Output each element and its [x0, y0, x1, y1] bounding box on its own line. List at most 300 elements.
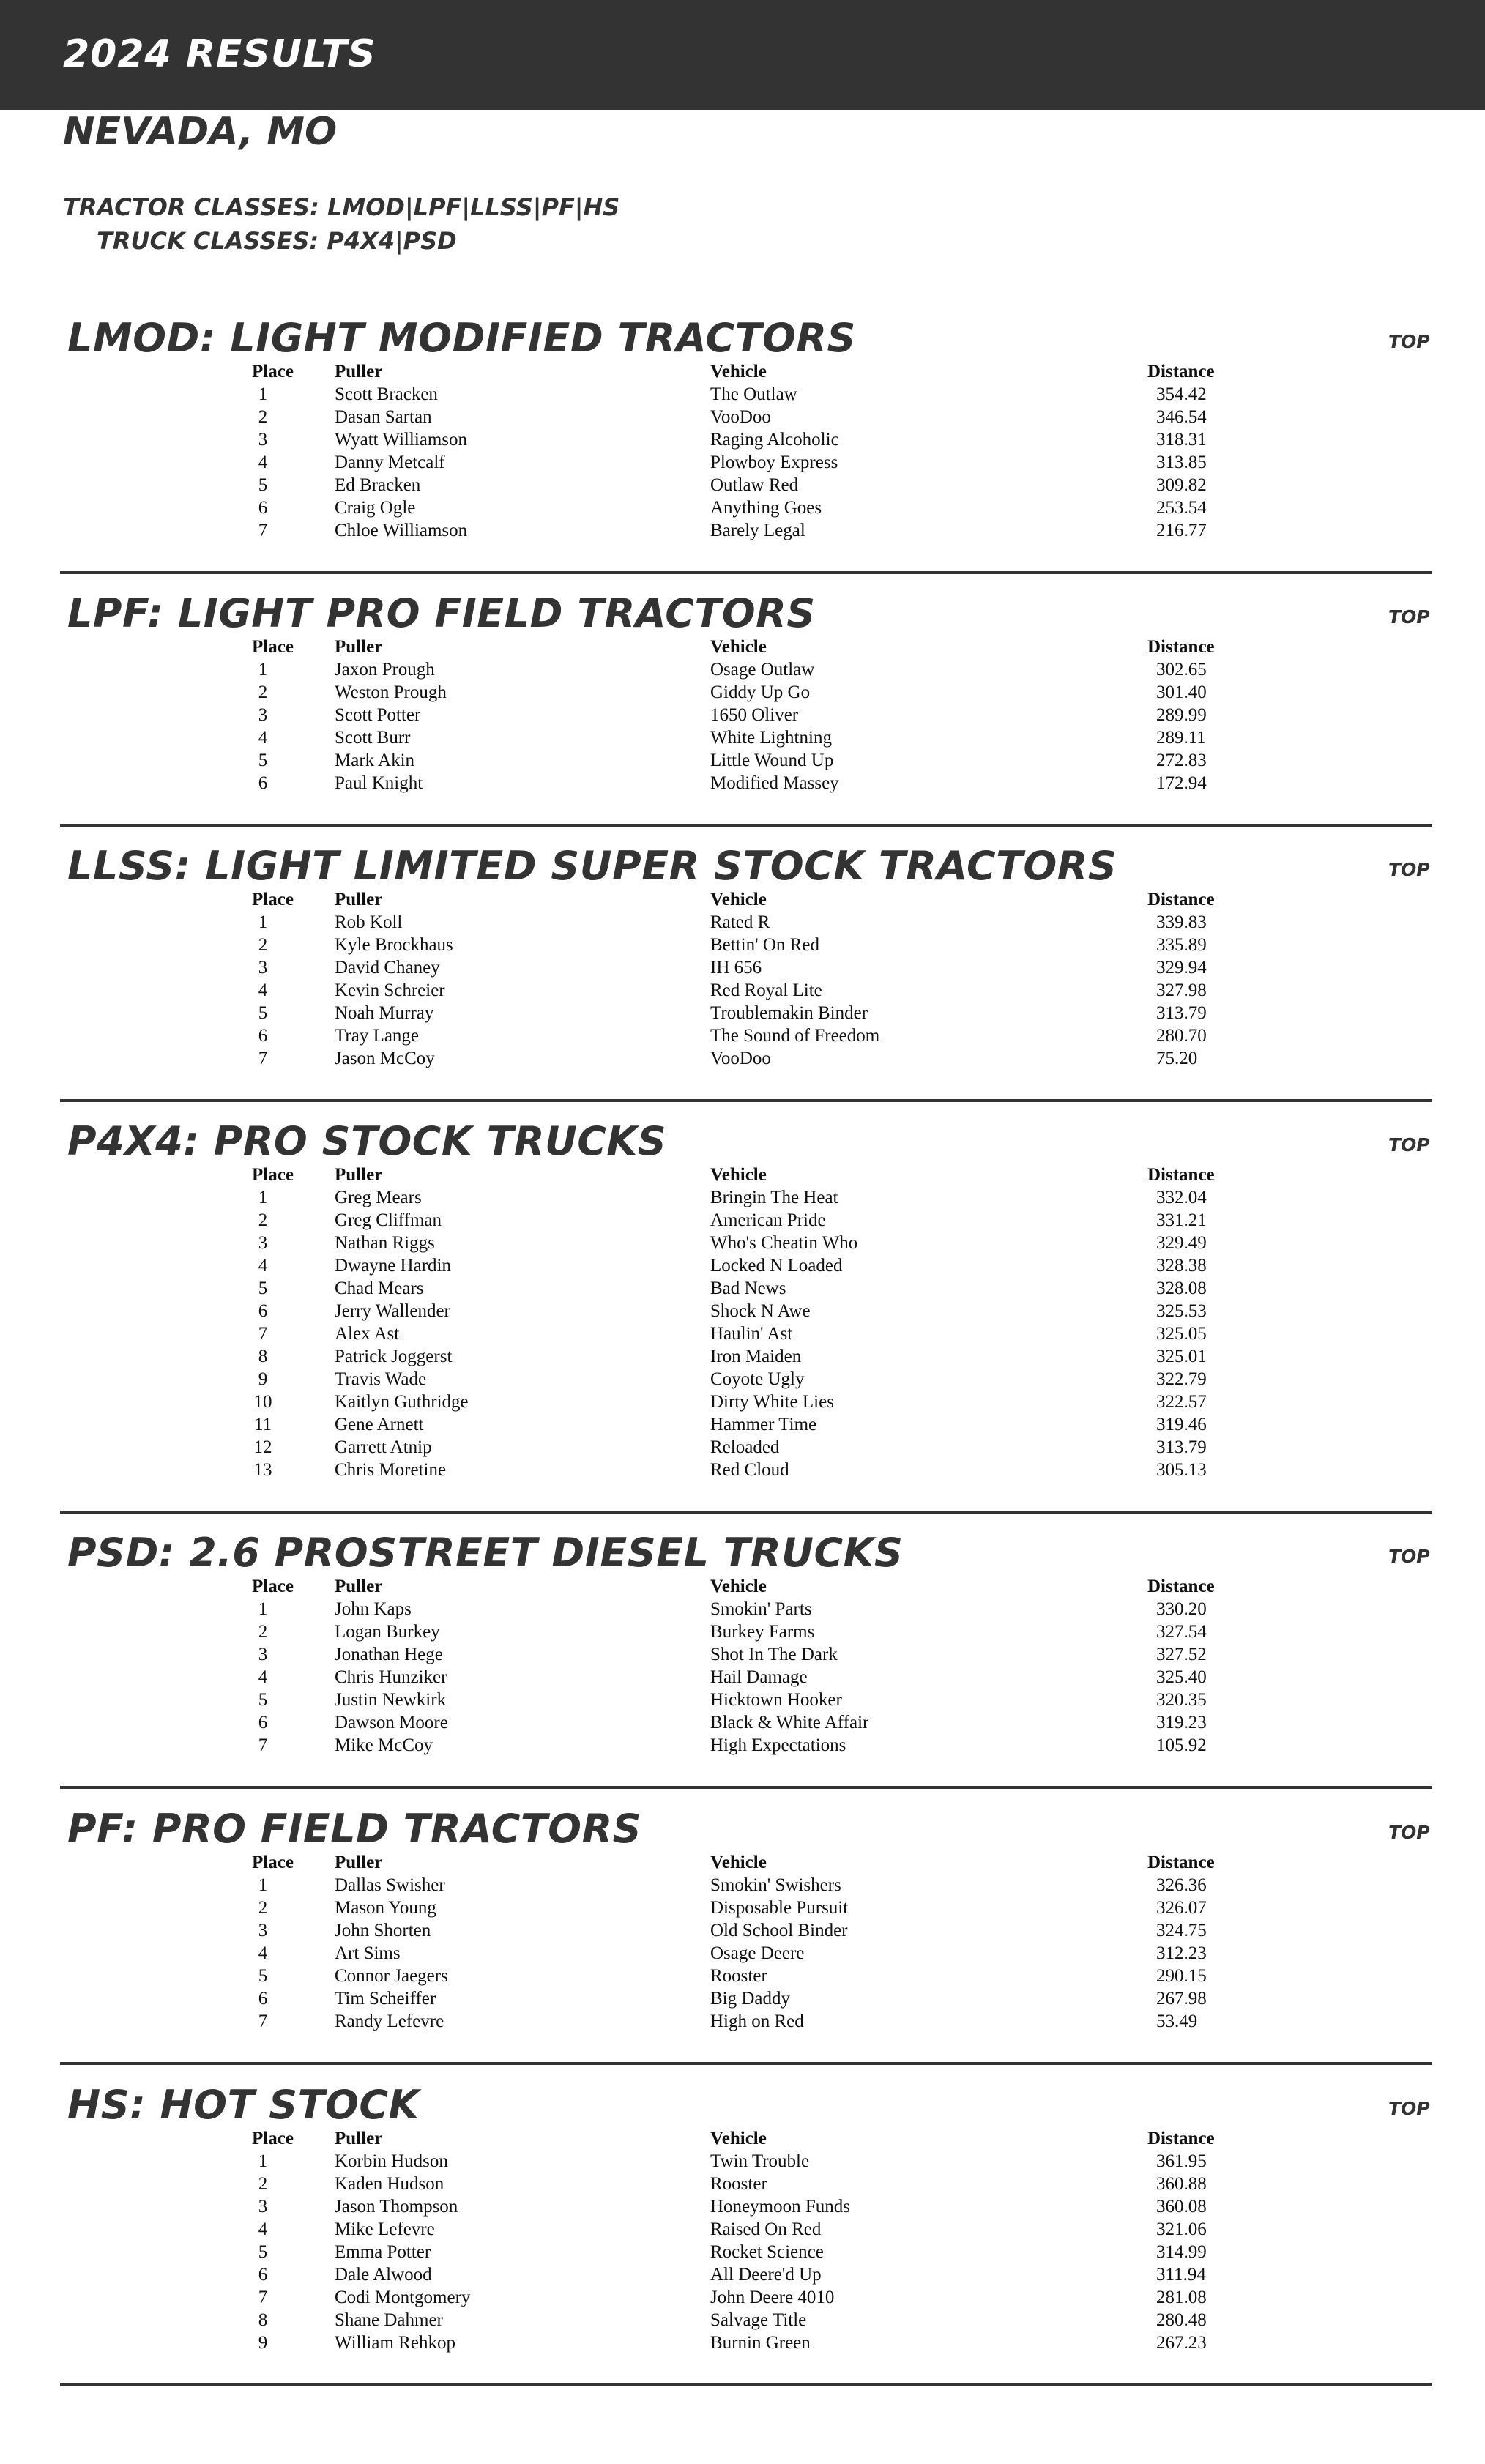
place-cell: 5 [258, 1966, 268, 1986]
puller-header: Puller [335, 637, 383, 657]
place-cell: 13 [253, 1460, 272, 1480]
puller-cell: Greg Cliffman [335, 1210, 442, 1230]
place-cell: 6 [258, 1989, 268, 2009]
puller-cell: Emma Potter [335, 2242, 431, 2262]
table-row [60, 979, 1294, 1002]
distance-cell: 105.92 [1156, 1735, 1207, 1755]
vehicle-cell: American Pride [710, 1210, 826, 1230]
distance-header: Distance [1147, 1853, 1215, 1872]
puller-cell: Greg Mears [335, 1188, 422, 1207]
place-cell: 6 [258, 2265, 268, 2285]
place-cell: 7 [258, 1735, 268, 1755]
vehicle-header: Vehicle [710, 2129, 767, 2148]
vehicle-cell: The Outlaw [710, 384, 797, 404]
puller-cell: Jason McCoy [335, 1049, 435, 1068]
place-cell: 1 [258, 2151, 268, 2171]
vehicle-cell: Giddy Up Go [710, 682, 811, 702]
vehicle-cell: Barely Legal [710, 521, 805, 540]
table-row [60, 772, 1294, 794]
distance-cell: 360.08 [1156, 2197, 1207, 2217]
vehicle-cell: Burnin Green [710, 2333, 811, 2353]
vehicle-cell: Shot In The Dark [710, 1645, 838, 1664]
table-row [60, 2150, 1294, 2173]
distance-cell: 327.54 [1156, 1622, 1207, 1642]
page-title: 2024 RESULTS [63, 32, 376, 76]
place-cell: 5 [258, 2242, 268, 2262]
distance-cell: 272.83 [1156, 751, 1207, 770]
vehicle-cell: Rated R [710, 912, 770, 932]
table-row [60, 1047, 1294, 1070]
table-row [60, 1322, 1294, 1345]
table-row [60, 1345, 1294, 1368]
vehicle-cell: Disposable Pursuit [710, 1898, 849, 1918]
puller-cell: Logan Burkey [335, 1622, 440, 1642]
place-cell: 3 [258, 1645, 268, 1664]
distance-cell: 325.01 [1156, 1347, 1207, 1366]
section-title: LMOD: LIGHT MODIFIED TRACTORS [67, 315, 856, 361]
vehicle-cell: Locked N Loaded [710, 1256, 843, 1276]
distance-cell: 331.21 [1156, 1210, 1207, 1230]
distance-header: Distance [1147, 362, 1215, 381]
distance-cell: 330.20 [1156, 1599, 1207, 1619]
distance-cell: 322.57 [1156, 1392, 1207, 1412]
puller-cell: Mike McCoy [335, 1735, 433, 1755]
vehicle-cell: Anything Goes [710, 498, 822, 518]
puller-header: Puller [335, 1853, 383, 1872]
table-row [60, 749, 1294, 772]
table-row [60, 1666, 1294, 1689]
place-cell: 1 [258, 1875, 268, 1895]
table-row [60, 519, 1294, 542]
puller-cell: Scott Bracken [335, 384, 438, 404]
table-row [60, 428, 1294, 451]
distance-cell: 289.99 [1156, 705, 1207, 725]
distance-cell: 302.65 [1156, 660, 1207, 680]
puller-cell: Randy Lefevre [335, 2011, 444, 2031]
place-cell: 7 [258, 2288, 268, 2307]
place-cell: 3 [258, 705, 268, 725]
place-cell: 9 [258, 1369, 268, 1389]
vehicle-cell: Little Wound Up [710, 751, 834, 770]
place-header: Place [252, 637, 294, 657]
puller-cell: Justin Newkirk [335, 1690, 447, 1710]
table-row [60, 1186, 1294, 1209]
vehicle-cell: Rooster [710, 2174, 767, 2194]
distance-cell: 335.89 [1156, 935, 1207, 955]
distance-cell: 312.23 [1156, 1943, 1207, 1963]
table-row [60, 2218, 1294, 2241]
vehicle-header: Vehicle [710, 1165, 767, 1185]
section-divider [60, 1786, 1432, 1789]
table-row [60, 1277, 1294, 1300]
table-row [60, 1024, 1294, 1047]
back-to-top-link[interactable]: TOP [1388, 2098, 1430, 2119]
table-row [60, 1689, 1294, 1711]
event-location: NEVADA, MO [63, 110, 338, 154]
table-row [60, 1232, 1294, 1254]
vehicle-cell: Troublemakin Binder [710, 1003, 868, 1023]
results-table [60, 888, 1294, 1070]
vehicle-cell: High Expectations [710, 1735, 846, 1755]
table-row [60, 2173, 1294, 2195]
place-cell: 5 [258, 475, 268, 495]
puller-header: Puller [335, 1165, 383, 1185]
puller-cell: Chris Hunziker [335, 1667, 447, 1687]
vehicle-cell: VooDoo [710, 1049, 771, 1068]
section-title: PF: PRO FIELD TRACTORS [67, 1806, 642, 1852]
distance-cell: 289.11 [1156, 728, 1206, 748]
place-cell: 7 [258, 2011, 268, 2031]
table-row [60, 2286, 1294, 2309]
place-cell: 6 [258, 773, 268, 793]
puller-cell: Shane Dahmer [335, 2310, 443, 2330]
place-cell: 6 [258, 1713, 268, 1732]
distance-cell: 346.54 [1156, 407, 1207, 427]
place-cell: 2 [258, 2174, 268, 2194]
vehicle-cell: John Deere 4010 [710, 2288, 835, 2307]
distance-cell: 332.04 [1156, 1188, 1207, 1207]
puller-cell: Kaitlyn Guthridge [335, 1392, 469, 1412]
section-divider [60, 824, 1432, 827]
table-row [60, 1919, 1294, 1942]
distance-cell: 253.54 [1156, 498, 1207, 518]
distance-cell: 329.94 [1156, 958, 1207, 978]
table-row [60, 1209, 1294, 1232]
table-row [60, 1254, 1294, 1277]
distance-cell: 319.46 [1156, 1415, 1207, 1434]
distance-cell: 320.35 [1156, 1690, 1207, 1710]
table-row [60, 681, 1294, 704]
results-table [60, 636, 1294, 794]
vehicle-cell: Salvage Title [710, 2310, 807, 2330]
vehicle-cell: Hicktown Hooker [710, 1690, 842, 1710]
table-row [60, 1300, 1294, 1322]
table-row [60, 704, 1294, 726]
puller-cell: Dallas Swisher [335, 1875, 445, 1895]
table-row [60, 658, 1294, 681]
distance-cell: 281.08 [1156, 2288, 1207, 2307]
distance-cell: 313.79 [1156, 1003, 1207, 1023]
place-header: Place [252, 362, 294, 381]
distance-header: Distance [1147, 1577, 1215, 1596]
puller-cell: Nathan Riggs [335, 1233, 435, 1253]
puller-cell: Mason Young [335, 1898, 436, 1918]
puller-cell: Ed Bracken [335, 475, 421, 495]
puller-cell: Danny Metcalf [335, 453, 445, 472]
distance-cell: 321.06 [1156, 2219, 1207, 2239]
puller-cell: Connor Jaegers [335, 1966, 448, 1986]
place-header: Place [252, 1577, 294, 1596]
place-cell: 4 [258, 453, 268, 472]
puller-header: Puller [335, 890, 383, 909]
distance-header: Distance [1147, 890, 1215, 909]
place-cell: 1 [258, 912, 268, 932]
place-cell: 10 [253, 1392, 272, 1412]
puller-cell: Dawson Moore [335, 1713, 448, 1732]
vehicle-cell: Red Royal Lite [710, 980, 822, 1000]
vehicle-cell: Burkey Farms [710, 1622, 815, 1642]
table-row [60, 2241, 1294, 2263]
distance-cell: 328.08 [1156, 1278, 1207, 1298]
distance-cell: 325.40 [1156, 1667, 1207, 1687]
vehicle-cell: Outlaw Red [710, 475, 799, 495]
class-list [63, 190, 619, 258]
table-row [60, 934, 1294, 956]
table-header-row [60, 888, 1294, 911]
puller-cell: Chris Moretine [335, 1460, 447, 1480]
puller-cell: Codi Montgomery [335, 2288, 471, 2307]
place-cell: 2 [258, 1622, 268, 1642]
puller-cell: Korbin Hudson [335, 2151, 448, 2171]
place-cell: 5 [258, 1278, 268, 1298]
table-row [60, 1897, 1294, 1919]
vehicle-cell: White Lightning [710, 728, 832, 748]
puller-cell: Rob Koll [335, 912, 403, 932]
vehicle-cell: Bringin The Heat [710, 1188, 838, 1207]
results-table [60, 1575, 1294, 1757]
distance-cell: 324.75 [1156, 1921, 1207, 1940]
place-cell: 1 [258, 1188, 268, 1207]
distance-cell: 53.49 [1156, 2011, 1198, 2031]
vehicle-header: Vehicle [710, 1853, 767, 1872]
distance-cell: 305.13 [1156, 1460, 1207, 1480]
place-cell: 5 [258, 751, 268, 770]
puller-header: Puller [335, 1577, 383, 1596]
section-title: HS: HOT STOCK [67, 2082, 420, 2128]
table-row [60, 2331, 1294, 2354]
back-to-top-link[interactable]: TOP [1388, 859, 1430, 880]
place-cell: 11 [253, 1415, 272, 1434]
vehicle-cell: Modified Massey [710, 773, 839, 793]
vehicle-cell: Smokin' Swishers [710, 1875, 841, 1895]
distance-cell: 314.99 [1156, 2242, 1207, 2262]
puller-cell: Jason Thompson [335, 2197, 458, 2217]
place-cell: 4 [258, 1667, 268, 1687]
back-to-top-link[interactable]: TOP [1388, 331, 1430, 352]
puller-cell: Chloe Williamson [335, 521, 468, 540]
place-cell: 6 [258, 1026, 268, 1046]
back-to-top-link[interactable]: TOP [1388, 606, 1430, 628]
puller-cell: David Chaney [335, 958, 440, 978]
place-cell: 9 [258, 2333, 268, 2353]
puller-cell: Jerry Wallender [335, 1301, 450, 1321]
distance-cell: 75.20 [1156, 1049, 1198, 1068]
puller-cell: Craig Ogle [335, 498, 416, 518]
vehicle-cell: VooDoo [710, 407, 771, 427]
results-table [60, 1164, 1294, 1481]
table-row [60, 1874, 1294, 1897]
puller-cell: Tim Scheiffer [335, 1989, 436, 2009]
distance-cell: 267.98 [1156, 1989, 1207, 2009]
puller-cell: Mike Lefevre [335, 2219, 435, 2239]
place-cell: 2 [258, 1210, 268, 1230]
table-row [60, 383, 1294, 406]
back-to-top-link[interactable]: TOP [1388, 1822, 1430, 1843]
table-row [60, 2263, 1294, 2286]
puller-cell: Jonathan Hege [335, 1645, 443, 1664]
vehicle-cell: IH 656 [710, 958, 762, 978]
place-cell: 2 [258, 682, 268, 702]
table-row [60, 1987, 1294, 2010]
vehicle-cell: Old School Binder [710, 1921, 848, 1940]
place-cell: 2 [258, 1898, 268, 1918]
place-cell: 3 [258, 2197, 268, 2217]
place-cell: 7 [258, 1049, 268, 1068]
vehicle-cell: Honeymoon Funds [710, 2197, 850, 2217]
table-row [60, 2010, 1294, 2033]
distance-cell: 267.23 [1156, 2333, 1207, 2353]
place-cell: 4 [258, 1256, 268, 1276]
table-header-row [60, 636, 1294, 658]
distance-cell: 216.77 [1156, 521, 1207, 540]
vehicle-cell: Iron Maiden [710, 1347, 802, 1366]
distance-cell: 326.36 [1156, 1875, 1207, 1895]
place-cell: 4 [258, 1943, 268, 1963]
puller-cell: Dale Alwood [335, 2265, 432, 2285]
place-header: Place [252, 1165, 294, 1185]
table-row [60, 1965, 1294, 1987]
puller-cell: Weston Prough [335, 682, 447, 702]
table-row [60, 1942, 1294, 1965]
distance-cell: 328.38 [1156, 1256, 1207, 1276]
puller-cell: Wyatt Williamson [335, 430, 468, 450]
distance-cell: 313.85 [1156, 453, 1207, 472]
puller-header: Puller [335, 2129, 383, 2148]
vehicle-cell: Haulin' Ast [710, 1324, 793, 1344]
puller-cell: Kaden Hudson [335, 2174, 444, 2194]
place-cell: 3 [258, 1233, 268, 1253]
place-header: Place [252, 890, 294, 909]
puller-cell: Gene Arnett [335, 1415, 424, 1434]
vehicle-cell: Bettin' On Red [710, 935, 819, 955]
place-cell: 7 [258, 1324, 268, 1344]
puller-cell: William Rehkop [335, 2333, 455, 2353]
distance-header: Distance [1147, 637, 1215, 657]
puller-cell: Noah Murray [335, 1003, 434, 1023]
puller-cell: Dasan Sartan [335, 407, 432, 427]
puller-cell: Alex Ast [335, 1324, 400, 1344]
table-row [60, 1734, 1294, 1757]
table-row [60, 1436, 1294, 1459]
vehicle-cell: Reloaded [710, 1437, 780, 1457]
vehicle-cell: Black & White Affair [710, 1713, 869, 1732]
section-title: PSD: 2.6 PROSTREET DIESEL TRUCKS [67, 1530, 904, 1576]
vehicle-cell: Big Daddy [710, 1989, 791, 2009]
place-cell: 12 [253, 1437, 272, 1457]
vehicle-cell: Rocket Science [710, 2242, 824, 2262]
place-cell: 5 [258, 1690, 268, 1710]
table-row [60, 406, 1294, 428]
back-to-top-link[interactable]: TOP [1388, 1134, 1430, 1155]
distance-cell: 325.53 [1156, 1301, 1207, 1321]
distance-cell: 361.95 [1156, 2151, 1207, 2171]
distance-cell: 339.83 [1156, 912, 1207, 932]
vehicle-cell: Dirty White Lies [710, 1392, 834, 1412]
distance-cell: 280.48 [1156, 2310, 1207, 2330]
distance-cell: 301.40 [1156, 682, 1207, 702]
distance-cell: 329.49 [1156, 1233, 1207, 1253]
section-divider [60, 1511, 1432, 1514]
table-row [60, 2309, 1294, 2331]
place-cell: 6 [258, 1301, 268, 1321]
vehicle-cell: The Sound of Freedom [710, 1026, 880, 1046]
place-cell: 1 [258, 1599, 268, 1619]
table-row [60, 911, 1294, 934]
vehicle-cell: Raised On Red [710, 2219, 822, 2239]
vehicle-cell: All Deere'd Up [710, 2265, 822, 2285]
distance-cell: 327.98 [1156, 980, 1207, 1000]
table-row [60, 1368, 1294, 1391]
place-cell: 1 [258, 384, 268, 404]
vehicle-cell: Raging Alcoholic [710, 430, 839, 450]
place-cell: 5 [258, 1003, 268, 1023]
table-row [60, 451, 1294, 474]
table-row [60, 1598, 1294, 1620]
table-row [60, 1620, 1294, 1643]
puller-cell: Kevin Schreier [335, 980, 445, 1000]
place-cell: 6 [258, 498, 268, 518]
table-header-row [60, 2127, 1294, 2150]
table-row [60, 1459, 1294, 1481]
vehicle-cell: Who's Cheatin Who [710, 1233, 858, 1253]
puller-cell: Jaxon Prough [335, 660, 435, 680]
table-row [60, 1002, 1294, 1024]
place-cell: 3 [258, 958, 268, 978]
section-divider [60, 2062, 1432, 2065]
puller-cell: Chad Mears [335, 1278, 424, 1298]
vehicle-cell: Plowboy Express [710, 453, 838, 472]
table-row [60, 1711, 1294, 1734]
vehicle-cell: Osage Outlaw [710, 660, 815, 680]
puller-cell: John Kaps [335, 1599, 412, 1619]
vehicle-cell: Hail Damage [710, 1667, 808, 1687]
puller-cell: Mark Akin [335, 751, 415, 770]
place-cell: 3 [258, 1921, 268, 1940]
vehicle-cell: Twin Trouble [710, 2151, 810, 2171]
puller-cell: Paul Knight [335, 773, 423, 793]
place-cell: 1 [258, 660, 268, 680]
results-table [60, 360, 1294, 542]
vehicle-cell: Smokin' Parts [710, 1599, 812, 1619]
table-row [60, 956, 1294, 979]
header-bar [0, 0, 1485, 110]
puller-cell: Kyle Brockhaus [335, 935, 453, 955]
distance-cell: 313.79 [1156, 1437, 1207, 1457]
place-header: Place [252, 1853, 294, 1872]
vehicle-cell: Coyote Ugly [710, 1369, 805, 1389]
vehicle-header: Vehicle [710, 637, 767, 657]
distance-cell: 318.31 [1156, 430, 1207, 450]
distance-cell: 354.42 [1156, 384, 1207, 404]
table-row [60, 1643, 1294, 1666]
vehicle-cell: Hammer Time [710, 1415, 817, 1434]
section-divider [60, 2383, 1432, 2386]
place-cell: 8 [258, 1347, 268, 1366]
distance-cell: 360.88 [1156, 2174, 1207, 2194]
distance-cell: 311.94 [1156, 2265, 1206, 2285]
table-header-row [60, 360, 1294, 383]
distance-cell: 325.05 [1156, 1324, 1207, 1344]
table-row [60, 1413, 1294, 1436]
puller-cell: Patrick Joggerst [335, 1347, 453, 1366]
distance-cell: 326.07 [1156, 1898, 1207, 1918]
back-to-top-link[interactable]: TOP [1388, 1546, 1430, 1567]
place-cell: 7 [258, 521, 268, 540]
puller-cell: John Shorten [335, 1921, 431, 1940]
truck-classes: TRUCK CLASSES: P4X4|PSD [97, 227, 457, 255]
section-title: LLSS: LIGHT LIMITED SUPER STOCK TRACTORS [67, 843, 1117, 889]
puller-cell: Dwayne Hardin [335, 1256, 451, 1276]
